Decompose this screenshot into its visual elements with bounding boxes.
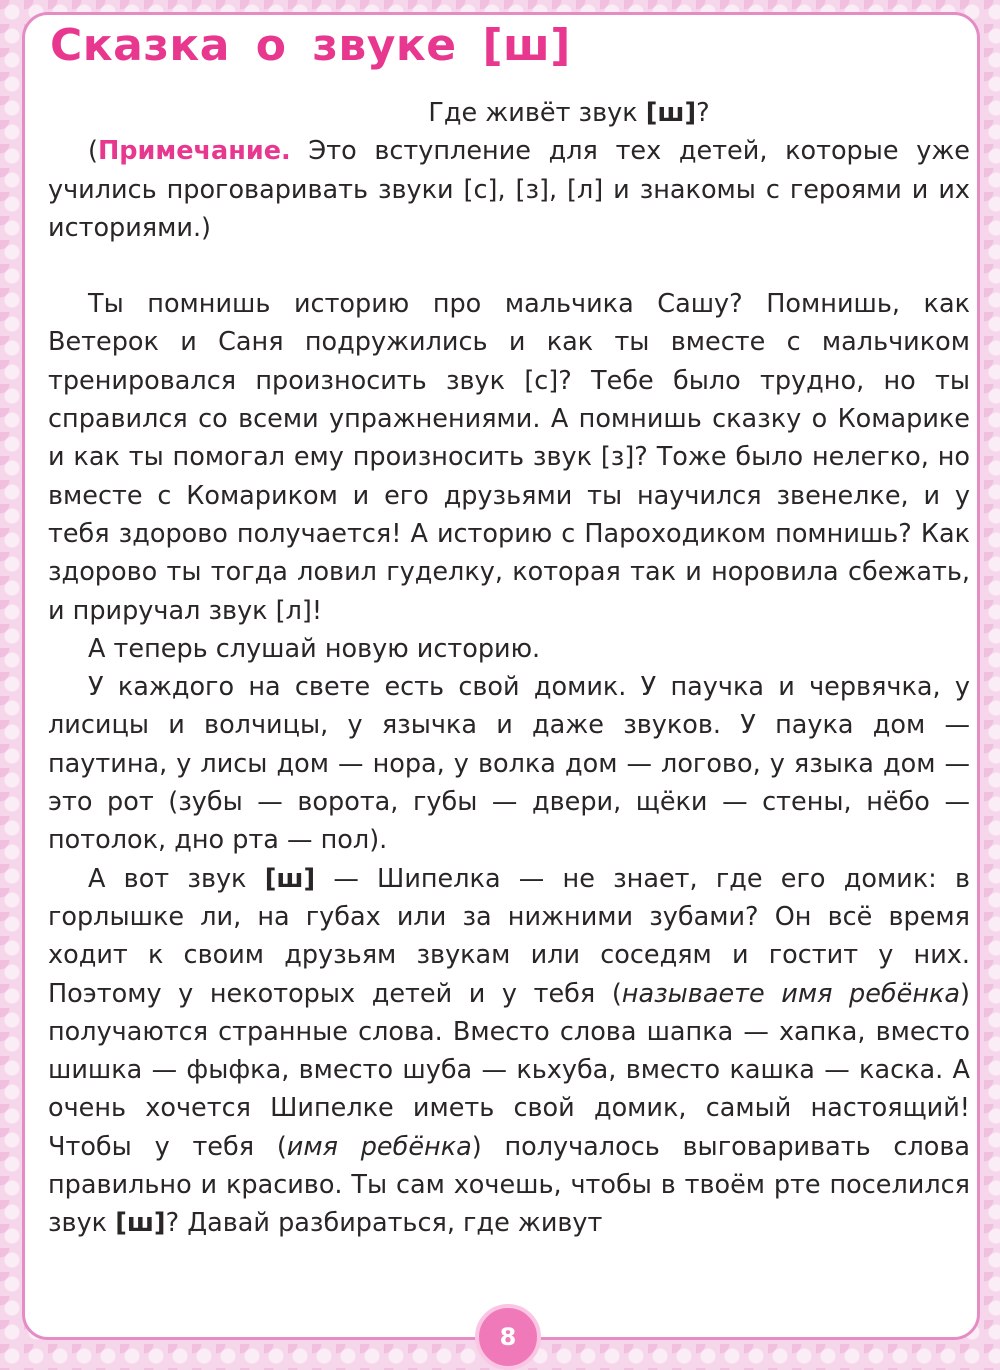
paragraph-4-part-c: ) получаются странные слова. Вместо слова шапка — хапка, вместо шишка — фыфка, вместо шуба — кьхуба, вместо кашка — каска. А очень хочется Шипелке иметь свой домик, самый настоящий! Чтобы у тебя ( bbox=[48, 978, 970, 1162]
paragraph-1: Ты помнишь историю про мальчика Сашу? Помнишь, как Ветерок и Саня подружились и как ты вместе с мальчиком тренировался произносить звук [с]? Тебе было трудно, но ты справился со всеми упражнениями. А помнишь сказку о Комарике и как ты помогал ему произносить звук [з]? Тоже было нелегко, но вместе с Комариком и его друзьями ты научился звенелке, и у тебя здорово получается! А историю с Пароходиком помнишь? Как здорово ты тогда ловил гуделку, которая так и норовила сбежать, и приручал звук [л]! bbox=[48, 289, 970, 626]
note-open-paren: ( bbox=[88, 136, 98, 167]
paragraph-4-part-b: — Шипелка — не знает, где его домик: в горлышке ли, на губах или за нижними зубами? Он всё время ходит к своим друзьям звукам или соседям и гостит у них. Поэтому у некоторых детей и у тебя ( bbox=[48, 863, 970, 1009]
note-paragraph bbox=[48, 132, 970, 247]
section-subtitle bbox=[48, 94, 970, 132]
paragraph-4-part-d: ) получалось выговаривать слова правильно и красиво. Ты сам хочешь, чтобы в твоём рте поселился звук bbox=[48, 1131, 970, 1239]
sound-sh-mark: [ш] bbox=[264, 863, 316, 894]
paragraph-3: У каждого на свете есть свой домик. У паучка и червячка, у лисицы и волчицы, у язычка и даже звуков. У паука дом — паутина, у лисы дом — нора, у волка дом — логово, у языка дом — это рот (зубы — ворота, губы — двери, щёки — стены, нёбо — потолок, дно рта — пол). bbox=[48, 672, 970, 856]
sound-sh-mark-2: [ш] bbox=[115, 1208, 166, 1239]
paragraph-4-part-e: ? Давай разбираться, где живут bbox=[165, 1208, 603, 1239]
paragraph-4-part-a: А вот звук bbox=[88, 863, 265, 894]
paragraph-4 bbox=[48, 860, 970, 1243]
story-content bbox=[48, 94, 970, 1243]
child-name-hint: называете имя ребёнка bbox=[621, 978, 961, 1009]
note-label: Примечание. bbox=[97, 136, 291, 167]
page-title: Сказка о звуке [ш] bbox=[50, 20, 571, 71]
page-number-badge: 8 bbox=[475, 1304, 541, 1370]
subtitle-sound: [ш] bbox=[645, 98, 697, 128]
subtitle-text: Где живёт звук bbox=[428, 98, 646, 128]
subtitle-end: ? bbox=[696, 98, 710, 128]
child-name-hint-2: имя ребёнка bbox=[286, 1131, 472, 1162]
note-text: Это вступление для тех детей, которые уже учились проговаривать звуки [с], [з], [л] и знакомы с героями и их историями.) bbox=[48, 136, 970, 243]
paragraph-2: А теперь слушай новую историю. bbox=[88, 633, 541, 664]
